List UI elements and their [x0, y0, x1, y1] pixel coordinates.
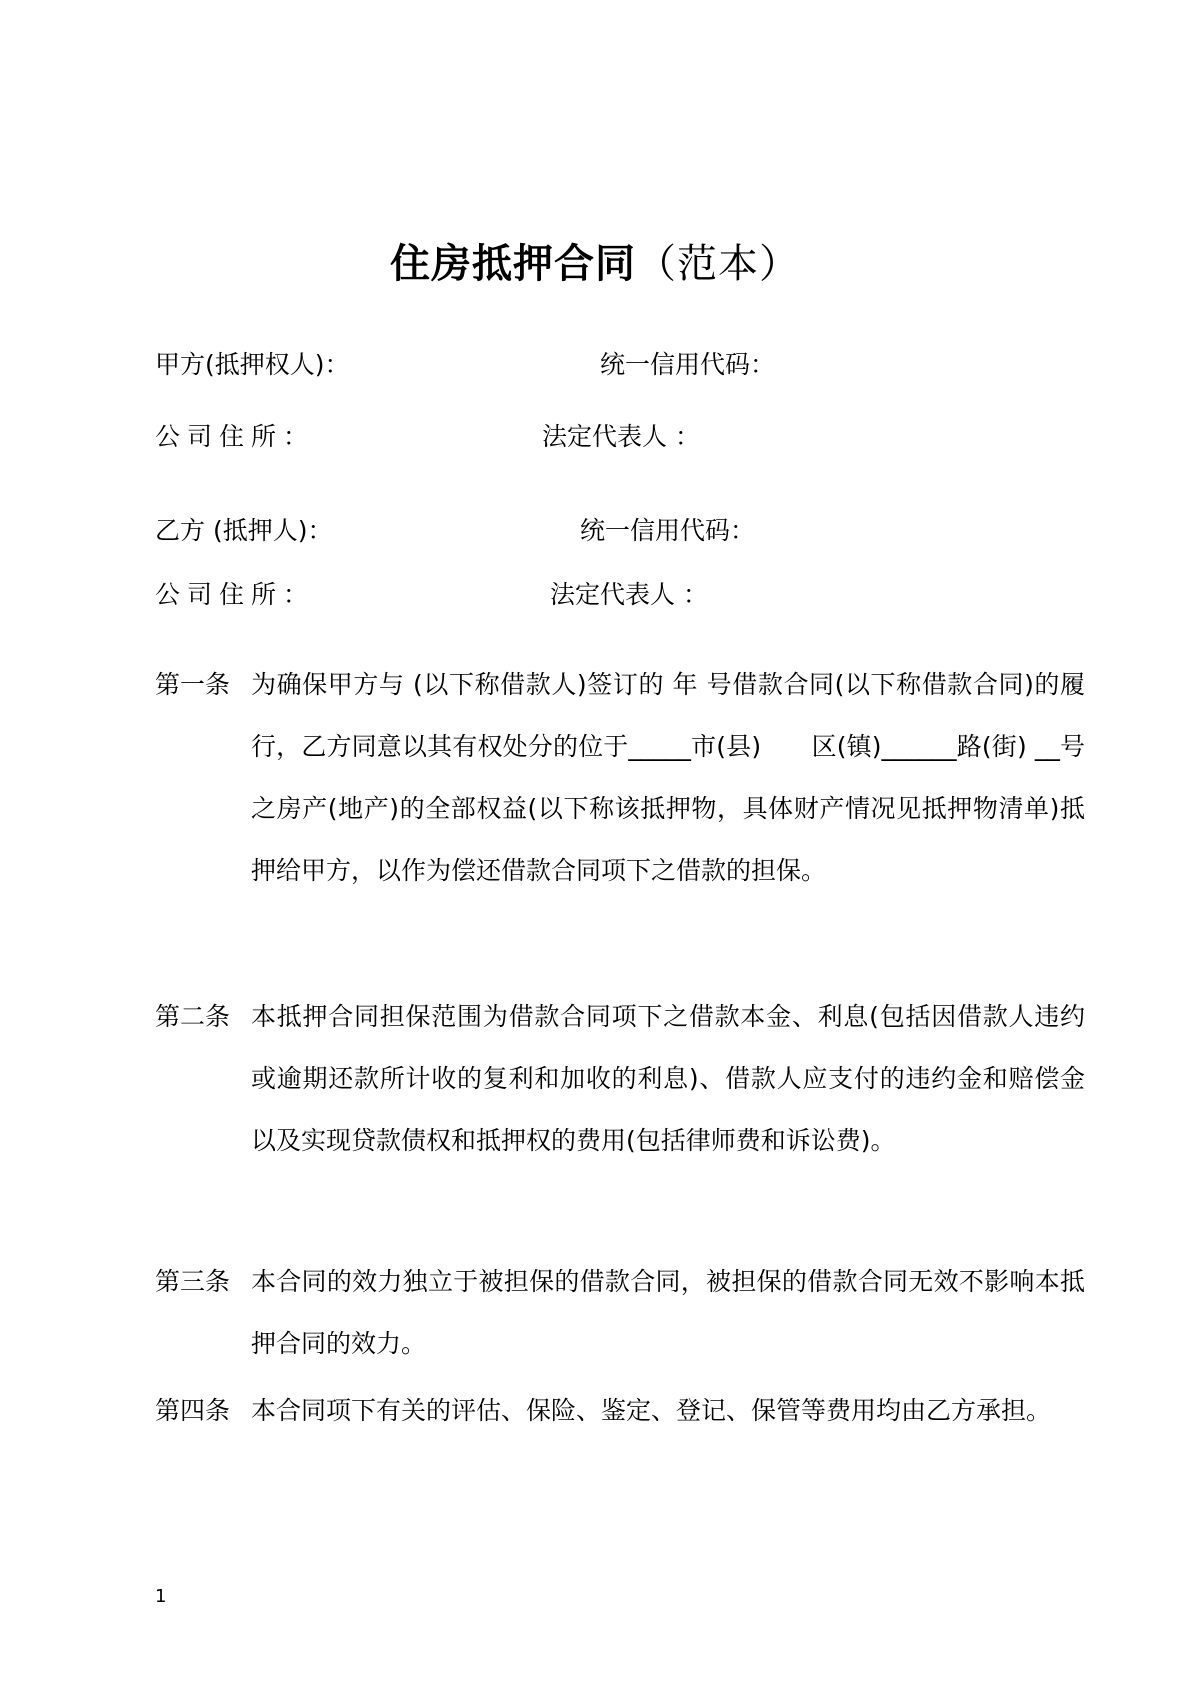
party-a-credit-code-label: 统一信用代码：	[600, 350, 776, 379]
page-number: 1	[155, 1586, 167, 1607]
article-1	[155, 654, 1085, 902]
party-b-credit-code-label: 统一信用代码：	[580, 516, 756, 545]
article-2	[155, 986, 1085, 1172]
article-3	[155, 1251, 1085, 1375]
article-4	[155, 1380, 1085, 1442]
title-main: 住房抵押合同	[390, 241, 636, 287]
party-a-address-label: 公司住所：	[155, 422, 316, 451]
article-label: 第三条	[155, 1267, 231, 1296]
article-text: 为确保甲方与 (以下称借款人)签订的 年 号借款合同(以下称借款合同)的履行，乙方同意以其有权处分的位于_____市(县) 区(镇)______路(街) __号之房产(地产)的全部权益(以下称该抵押物，具体财产情况见抵押物清单)抵押给甲方，以作为偿还借款合同项下之借款的担保。	[251, 670, 1085, 885]
party-b-address-label: 公司住所：	[155, 580, 316, 609]
article-label: 第一条	[155, 670, 231, 699]
document-title	[0, 238, 1190, 290]
title-subtitle: （范本）	[636, 241, 800, 287]
party-b-legal-rep-label: 法定代表人 ：	[550, 580, 708, 609]
article-text: 本合同的效力独立于被担保的借款合同，被担保的借款合同无效不影响本抵押合同的效力。	[251, 1267, 1085, 1358]
party-a-legal-rep-label: 法定代表人 ：	[542, 422, 700, 451]
article-label: 第二条	[155, 1002, 231, 1031]
party-b-label: 乙方 (抵押人)：	[155, 516, 333, 545]
article-label: 第四条	[155, 1396, 231, 1425]
article-text: 本合同项下有关的评估、保险、鉴定、登记、保管等费用均由乙方承担。	[251, 1396, 1052, 1425]
party-a-label: 甲方(抵押权人)：	[155, 350, 350, 379]
article-text: 本抵押合同担保范围为借款合同项下之借款本金、利息(包括因借款人违约或逾期还款所计收的复利和加收的利息)、借款人应支付的违约金和赔偿金以及实现贷款债权和抵押权的费用(包括律师费和诉讼费)。	[251, 1002, 1085, 1155]
